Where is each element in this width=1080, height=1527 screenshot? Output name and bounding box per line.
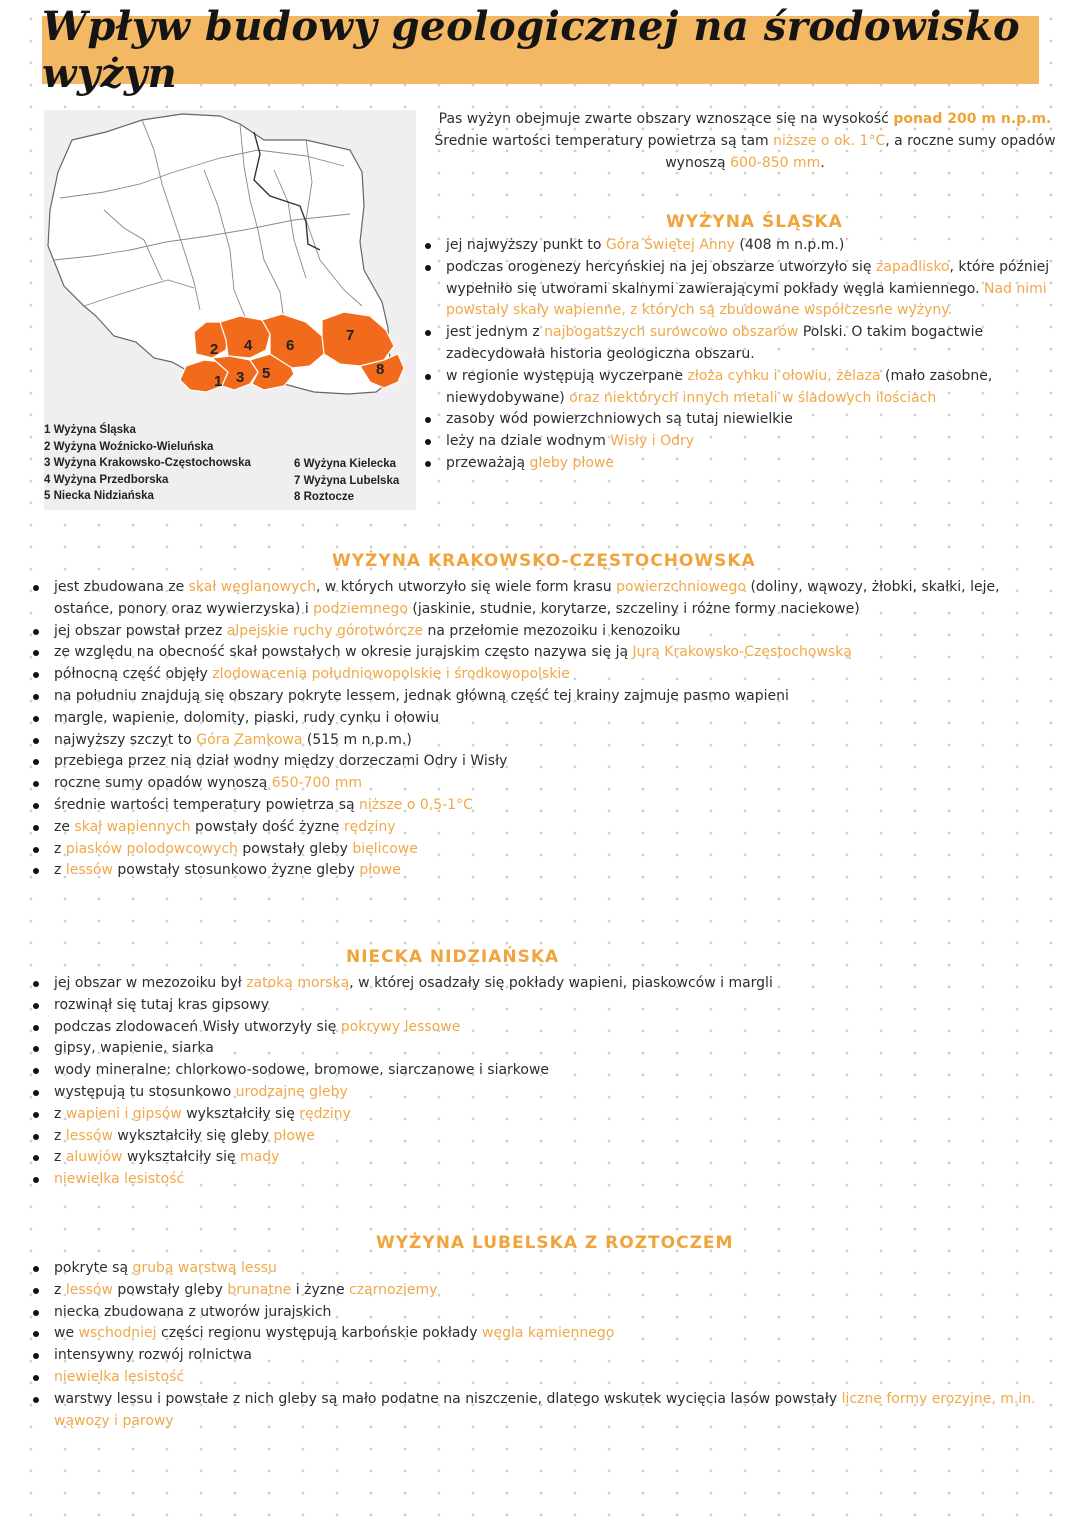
text: Pas wyżyn obejmuje zwarte obszary wznoszące się na wysokość <box>438 111 894 127</box>
highlight: niższe o ok. 1°C <box>773 133 886 149</box>
region-label: 3 <box>236 369 245 386</box>
list-item: we wschodniej części regionu występują karbońskie pokłady węgla kamiennego <box>30 1323 1060 1345</box>
section-title-krakowsko: WYŻYNA KRAKOWSKO-CZĘSTOCHOWSKA <box>332 551 756 571</box>
legend-column-1 <box>44 422 251 505</box>
page-title: Wpływ budowy geologicznej na środowisko wyżyn <box>42 3 1021 97</box>
region-label: 2 <box>210 341 219 358</box>
list-item: pokryte są grubą warstwą lessu <box>30 1258 1060 1280</box>
list-item: na południu znajdują się obszary pokryte lessem, jednak główną część tej krainy zajmuje pasmo wapieni <box>30 686 1060 708</box>
region-label: 5 <box>262 365 271 382</box>
list-item: niewielka lesistość <box>30 1367 1060 1389</box>
list-item: podczas orogenezy hercyńskiej na jej obszarze utworzyło się zapadlisko, które później wypełniło się utworami skalnymi zawierającymi pokłady węgla kamiennego. Nad nimi powstały skały wapienne, z których są zbudowane współczesne wyżyny. <box>422 257 1068 322</box>
intro-text <box>430 108 1060 174</box>
list-lubelska <box>30 1258 1060 1432</box>
list-slaska <box>422 235 1068 475</box>
list-item: jest zbudowana ze skał węglanowych, w których utworzyło się wiele form krasu powierzchniowego (doliny, wąwozy, żłobki, skałki, leje, ostańce, ponory oraz wywierzyska) i podziemnego (jaskinie, studnie, korytarze, szczeliny i różne formy naciekowe) <box>30 577 1060 621</box>
list-item: z lessów wykształciły się gleby płowe <box>30 1126 1060 1148</box>
list-item: podczas zlodowaceń Wisły utworzyły się pokrywy lessowe <box>30 1017 1060 1039</box>
list-item: jest jednym z najbogatszych surowcowo obszarów Polski. O takim bogactwie zadecydowała historia geologiczna obszaru. <box>422 322 1068 366</box>
list-item: z piasków polodowcowych powstały gleby bielicowe <box>30 839 1060 861</box>
list-item: jej obszar powstał przez alpejskie ruchy górotwórcze na przełomie mezozoiku i kenozoiku <box>30 621 1060 643</box>
list-item: jej obszar w mezozoiku był zatoką morską, w której osadzały się pokłady wapieni, piaskowców i margli <box>30 973 1060 995</box>
list-item: ze skał wapiennych powstały dość żyzne rędziny <box>30 817 1060 839</box>
list-item: leży na dziale wodnym Wisły i Odry <box>422 431 1068 453</box>
list-item: roczne sumy opadów wynoszą 650-700 mm <box>30 773 1060 795</box>
region-label: 4 <box>244 337 253 354</box>
region-label: 8 <box>376 361 385 378</box>
poland-map <box>44 110 416 510</box>
title-banner <box>42 3 1039 97</box>
legend-item: 3 Wyżyna Krakowsko-Częstochowska <box>44 457 251 469</box>
list-item: jej najwyższy punkt to Góra Świętej Anny (408 m n.p.m.) <box>422 235 1068 257</box>
list-item: niecka zbudowana z utworów jurajskich <box>30 1302 1060 1324</box>
legend-item: 2 Wyżyna Woźnicko-Wieluńska <box>44 440 214 453</box>
legend-item: 1 Wyżyna Śląska <box>44 424 136 436</box>
list-item: z lessów powstały gleby brunatne i żyzne czarnoziemy <box>30 1280 1060 1302</box>
list-item: niewielka lesistość <box>30 1169 1060 1191</box>
region-label: 6 <box>286 337 295 354</box>
legend-column-2 <box>294 456 399 506</box>
highlight: 600-850 mm <box>730 155 821 171</box>
list-item: średnie wartości temperatury powietrza są niższe o 0,5-1°C <box>30 795 1060 817</box>
text: . <box>820 155 825 171</box>
list-item: zasoby wód powierzchniowych są tutaj niewielkie <box>422 409 1068 431</box>
legend-item: 5 Niecka Nidziańska <box>44 490 154 502</box>
intro-paragraph-1 <box>430 108 1060 130</box>
list-item: z wapieni i gipsów wykształciły się rędziny <box>30 1104 1060 1126</box>
list-item: warstwy lessu i powstałe z nich gleby są mało podatne na niszczenie, dlatego wskutek wycięcia lasów powstały liczne formy erozyjne, m.in. wąwozy i parowy <box>30 1389 1060 1433</box>
list-item: w regionie występują wyczerpane złoża cynku i ołowiu, żelaza (mało zasobne, niewydobywane) oraz niektórych innych metali w śladowych ilościach <box>422 366 1068 410</box>
list-item: przeważają gleby płowe <box>422 453 1068 475</box>
text: , a roczne sumy opadów wynoszą <box>665 133 1056 171</box>
list-item: rozwinął się tutaj kras gipsowy <box>30 995 1060 1017</box>
highlight: ponad 200 m n.p.m. <box>893 111 1052 127</box>
list-item: z lessów powstały stosunkowo żyzne gleby płowe <box>30 860 1060 882</box>
list-nidzianska <box>30 973 1060 1191</box>
section-title-nidzianska: NIECKA NIDZIAŃSKA <box>346 947 560 967</box>
list-item: ze względu na obecność skał powstałych w okresie jurajskim często nazywa się ją Jurą Krakowsko-Częstochowską <box>30 642 1060 664</box>
list-item: gipsy, wapienie, siarka <box>30 1038 1060 1060</box>
section-title-lubelska: WYŻYNA LUBELSKA Z ROZTOCZEM <box>376 1233 734 1253</box>
map-svg <box>44 110 416 420</box>
text: Średnie wartości temperatury powietrza są tam <box>434 133 774 149</box>
list-item: najwyższy szczyt to Góra Zamkowa (515 m n.p.m.) <box>30 730 1060 752</box>
list-item: północną część objęły zlodowacenia południowopolskie i środkowopolskie <box>30 664 1060 686</box>
region-label: 1 <box>214 373 223 390</box>
legend-item: 6 Wyżyna Kielecka <box>294 458 397 470</box>
legend-item: 7 Wyżyna Lubelska <box>294 474 400 487</box>
section-title-slaska: WYŻYNA ŚLĄSKA <box>666 212 843 232</box>
list-krakowsko <box>30 577 1060 882</box>
legend-item: 8 Roztocze <box>294 491 355 503</box>
list-item: z aluwiów wykształciły się mady <box>30 1147 1060 1169</box>
legend-item: 4 Wyżyna Przedborska <box>44 473 169 486</box>
list-item: występują tu stosunkowo urodzajne gleby <box>30 1082 1060 1104</box>
list-item: wody mineralne: chlorkowo-sodowe, bromowe, siarczanowe i siarkowe <box>30 1060 1060 1082</box>
list-item: intensywny rozwój rolnictwa <box>30 1345 1060 1367</box>
region-label: 7 <box>346 327 355 344</box>
intro-paragraph-2 <box>430 130 1060 174</box>
list-item: przebiega przez nią dział wodny między dorzeczami Odry i Wisły <box>30 751 1060 773</box>
list-item: margle, wapienie, dolomity, piaski, rudy cynku i ołowiu <box>30 708 1060 730</box>
